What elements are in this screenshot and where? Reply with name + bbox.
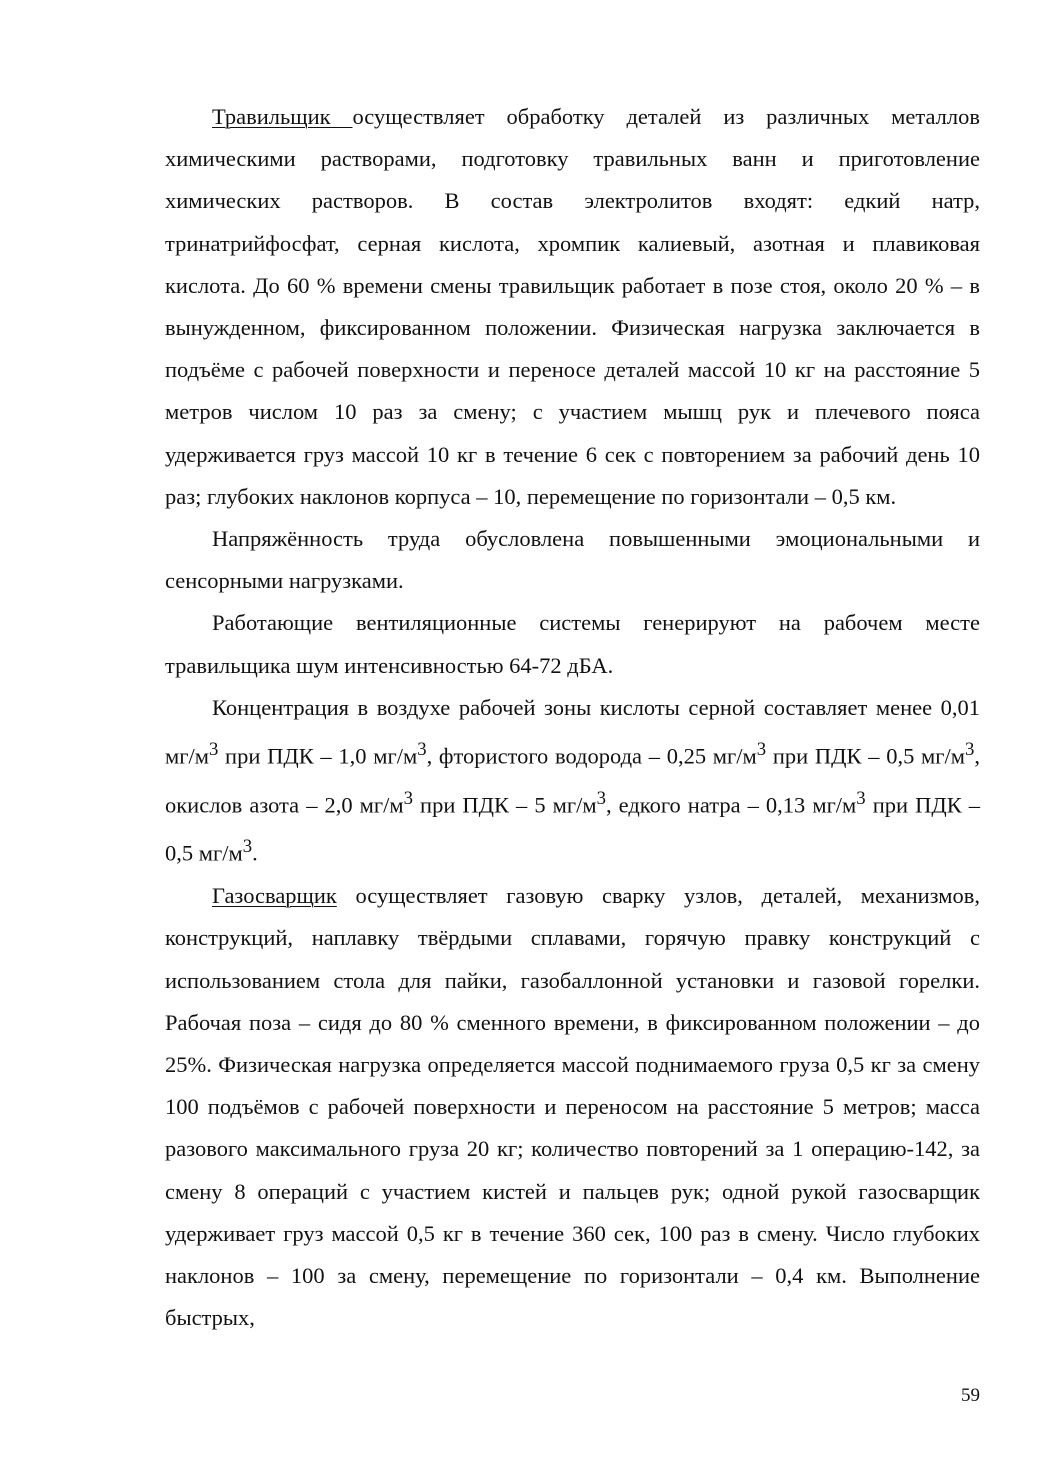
term-etcher: Травильщик — [212, 104, 353, 129]
paragraph-noise — [165, 602, 980, 686]
paragraph-text: Напряжённость труда обусловлена повышенными эмоциональными и сенсорными нагрузками. — [165, 526, 980, 594]
superscript: 3 — [242, 836, 253, 858]
paragraph-text: , фтористого водорода – 0,25 мг/м — [426, 743, 757, 769]
superscript: 3 — [756, 739, 767, 761]
paragraph-text: осуществляет газовую сварку узлов, деталей, механизмов, конструкций, наплавку твёрдыми сплавами, горячую правку конструкций с использованием стола для пайки, газобаллонной установки и газовой горелки. Рабочая поза – сидя до 80 % сменного времени, в фиксированном положении – до 25%. Физическая нагрузка определяется массой поднимаемого груза 0,5 кг за смену 100 подъёмов с рабочей поверхности и переносом на расстояние 5 метров; масса разового максимального груза 20 кг; количество повторений за 1 операцию-142, за смену 8 операций с участием кистей и пальцев рук; одной рукой газосварщик удерживает груз массой 0,5 кг в течение 360 сек, 100 раз в смену. Число глубоких наклонов – 100 за смену, перемещение по горизонтали – 0,4 км. Выполнение быстрых, — [165, 883, 980, 1331]
paragraph-text: при ПДК – 5 мг/м — [412, 792, 597, 818]
paragraph-text: при ПДК – 0,5 мг/м — [766, 743, 965, 769]
paragraph-text: Концентрация в воздухе рабочей зоны кислоты серной составляет менее 0,01 мг/м — [165, 694, 980, 769]
superscript: 3 — [208, 739, 219, 761]
body-text — [165, 96, 980, 1339]
paragraph-work-intensity — [165, 518, 980, 602]
paragraph-text: при ПДК – 0,5 мг/м — [165, 792, 980, 866]
superscript: 3 — [596, 787, 606, 809]
paragraph-text: . — [252, 840, 258, 866]
superscript: 3 — [856, 787, 866, 809]
term-gas-welder: Газосварщик — [212, 883, 337, 909]
paragraph-text: , едкого натра – 0,13 мг/м — [605, 792, 857, 818]
superscript: 3 — [403, 787, 413, 809]
paragraph-text: Работающие вентиляционные системы генерируют на рабочем месте травильщика шум интенсивностью 64-72 дБА. — [165, 610, 980, 678]
paragraph-etcher — [165, 96, 980, 518]
superscript: 3 — [965, 739, 975, 761]
paragraph-gas-welder — [165, 875, 980, 1339]
paragraph-text: осуществляет обработку деталей из различных металлов химическими растворами, подготовку травильных ванн и приготовление химических растворов. В состав электролитов входят: едкий натр, тринатрийфосфат, серная кислота, хромпик калиевый, азотная и плавиковая кислота. До 60 % времени смены травильщик работает в позе стоя, около 20 % – в вынужденном, фиксированном положении. Физическая нагрузка заключается в подъёме с рабочей поверхности и переносе деталей массой 10 кг на расстояние 5 метров числом 10 раз за смену; с участием мышц рук и плечевого пояса удерживается груз массой 10 кг в течение 6 сек с повторением за рабочий день 10 раз; глубоких наклонов корпуса – 10, перемещение по горизонтали – 0,5 км. — [165, 104, 980, 509]
paragraph-text: , окислов азота – 2,0 мг/м — [165, 743, 980, 818]
paragraph-text: при ПДК – 1,0 мг/м — [218, 743, 418, 769]
paragraph-concentration — [165, 687, 980, 875]
superscript: 3 — [417, 739, 427, 761]
page-number: 59 — [961, 1385, 980, 1406]
